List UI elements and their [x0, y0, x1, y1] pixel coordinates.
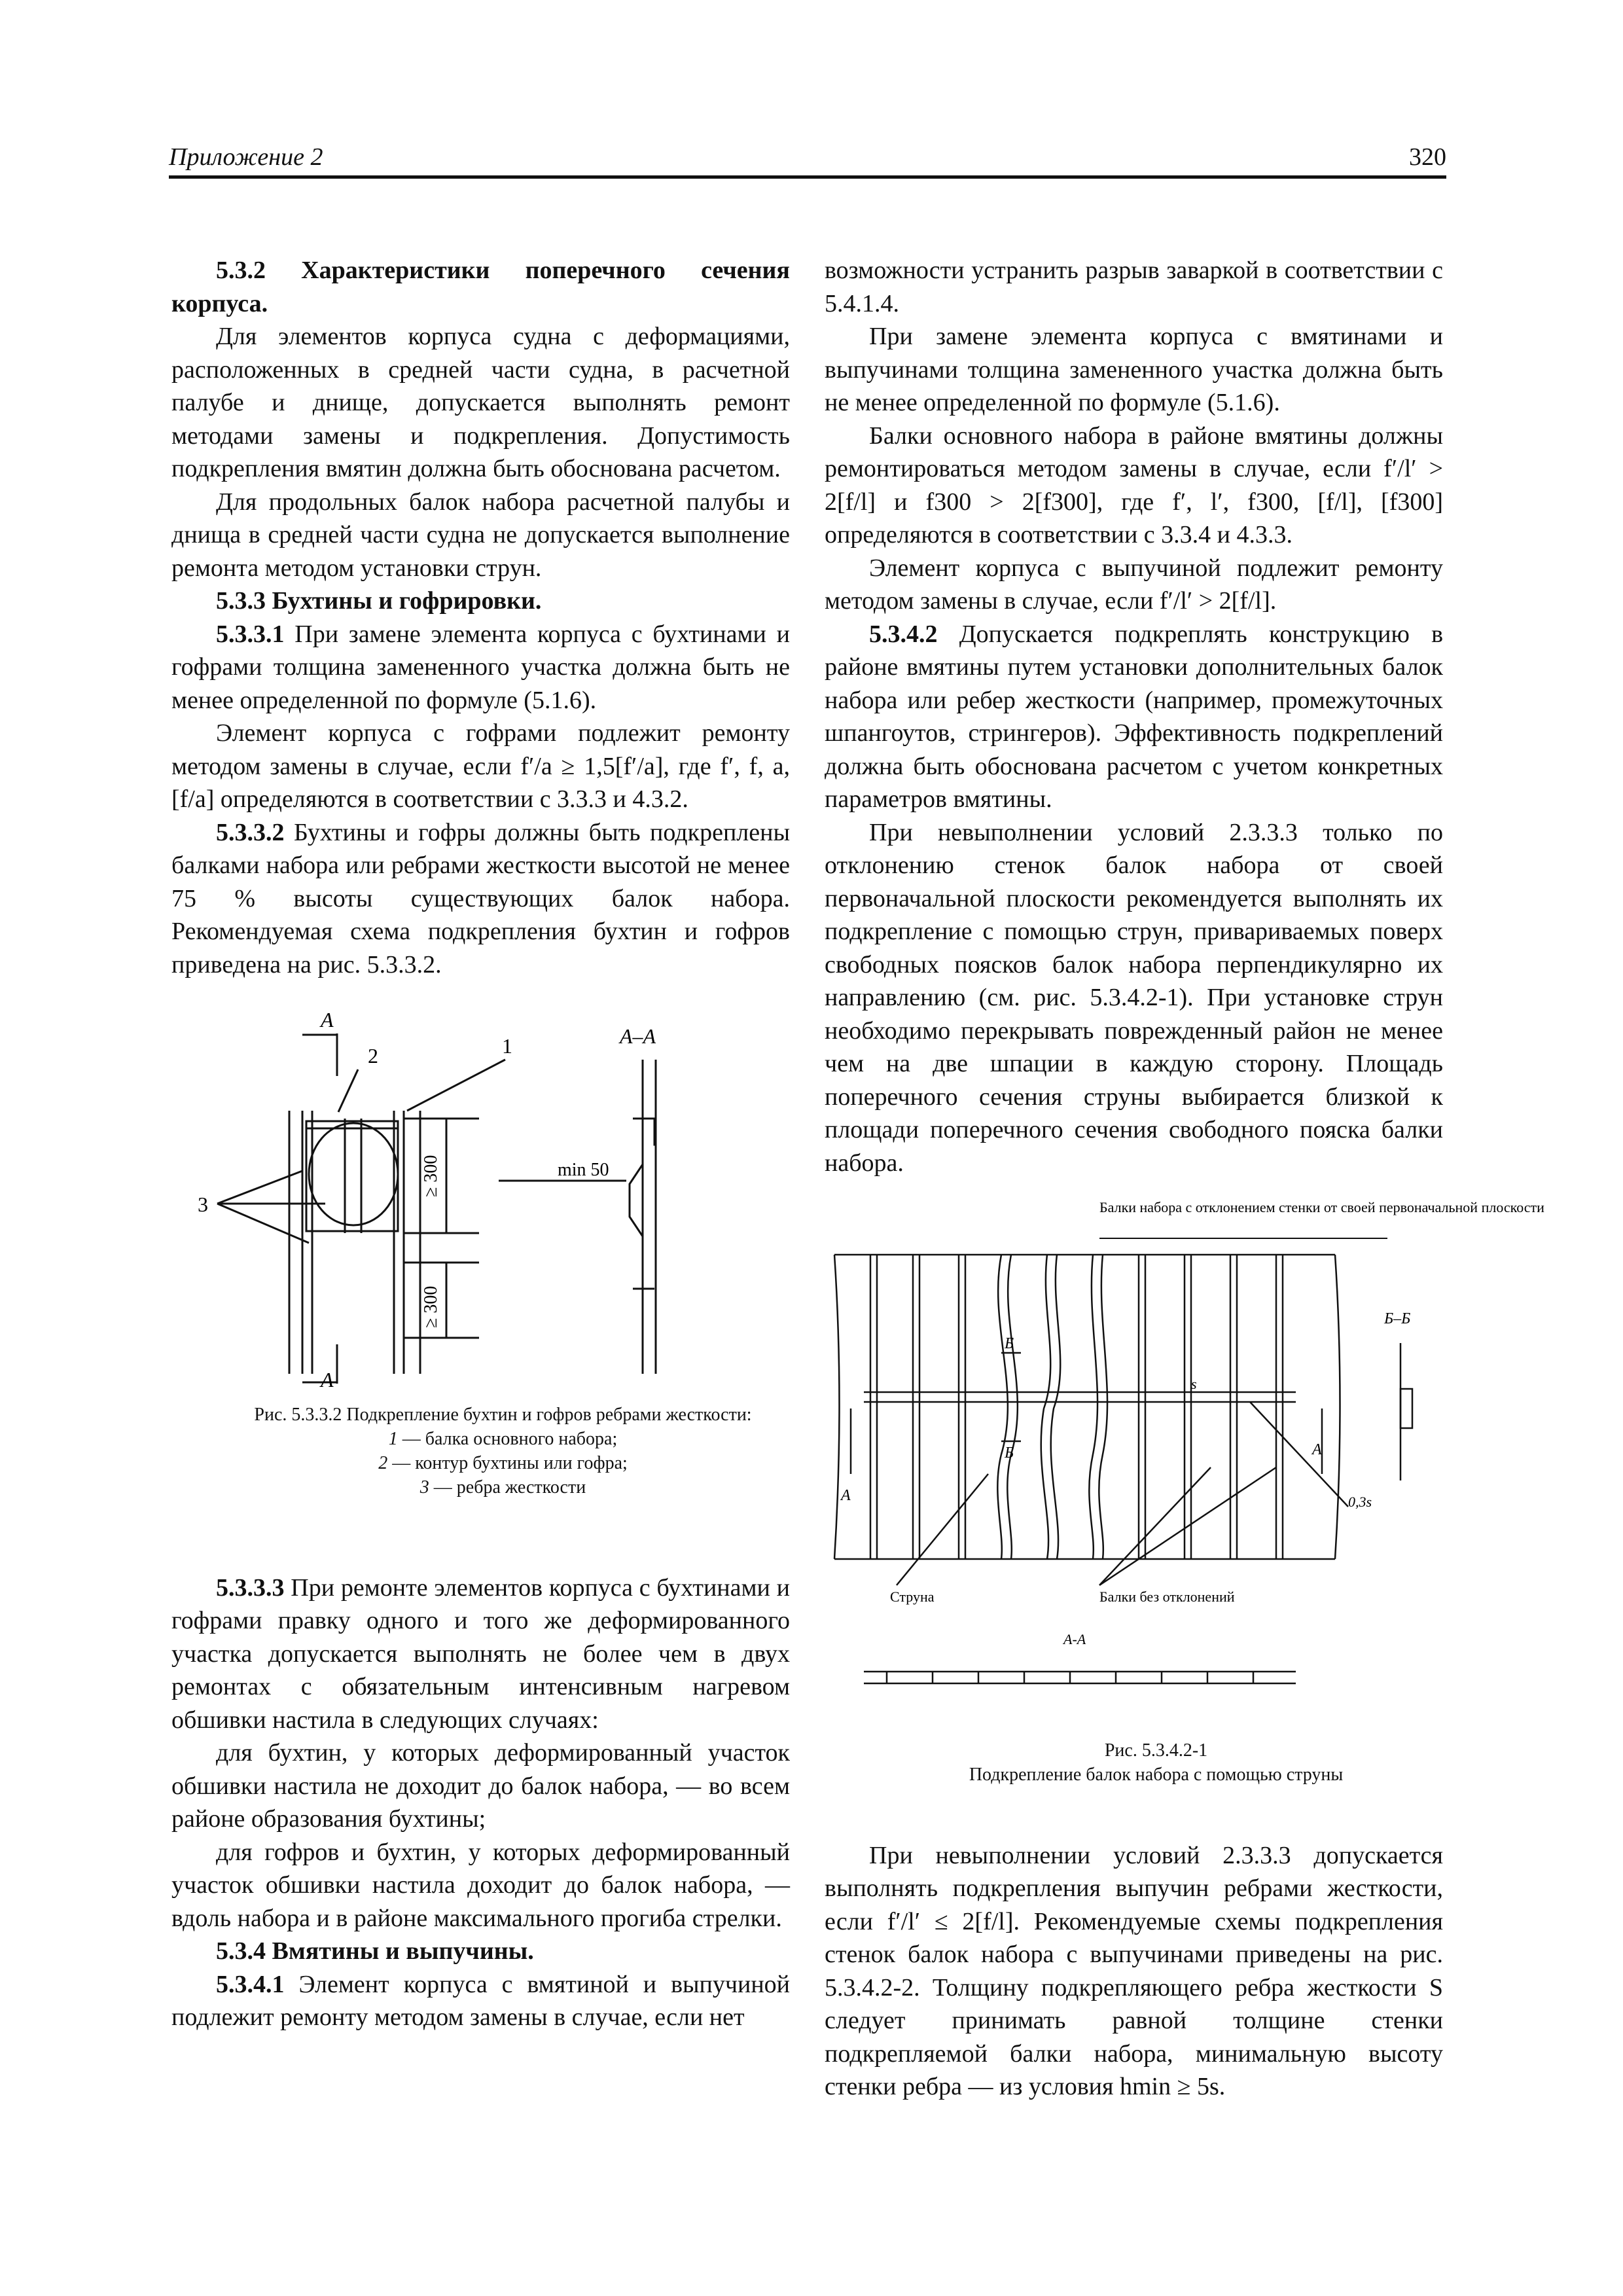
section-number: 5.3.2 — [216, 257, 266, 284]
clause-text: Бухтины и гофры должны быть подкреплены балками набора или ребрами жесткости высотой не менее 75 % высоты существующих балок набора. Рекомендуемая схема подкрепления бухтин и гофров приведена на рис. 5.3.3.2. — [171, 818, 790, 978]
label-3: 3 — [198, 1193, 208, 1216]
label-b-upper: Б — [1005, 1335, 1014, 1352]
paragraph: возможности устранить разрыв заваркой в соответствии с 5.4.1.4. — [825, 257, 1443, 317]
clause-number: 5.3.3.1 — [216, 620, 285, 648]
clause-number: 5.3.4.2 — [869, 620, 938, 648]
string-reinforcement-diagram — [825, 1193, 1544, 1716]
clause-number: 5.3.3.2 — [216, 818, 285, 846]
legend-3 — [171, 1475, 790, 1499]
label-b-lower: Б — [1005, 1444, 1014, 1462]
legend-text: — ребра жесткости — [429, 1477, 586, 1498]
label-string: Струна — [890, 1588, 935, 1605]
label-section-aa: A–A — [620, 1024, 656, 1048]
section-heading-5-3-2 — [171, 254, 790, 320]
left-column — [171, 254, 790, 2034]
paragraph: При невыполнении условий 2.3.3.3 только по отклонению стенок балок набора от своей первоначальной плоскости рекомендуется выполнять их подкрепление с помощью струн, привариваемых поверх свободных поясков балок набора перпендикулярно их направлению (см. рис. 5.3.4.2-1). При установке струн необходимо перекрывать поврежденный район не менее чем на две шпации в каждую сторону. Площадь поперечного сечения струны выбирается близкой к площади поперечного сечения свободного пояска балки набора. — [825, 818, 1443, 1177]
header-title: Приложение 2 — [169, 143, 323, 171]
label-a-bottom: A — [321, 1368, 334, 1391]
label-a-right: А — [1312, 1441, 1322, 1458]
paragraph: При невыполнении условий 2.3.3.3 допускается выполнять подкрепления выпучин ребрами жесткости, если f′/l′ ≤ 2[f/l]. Рекомендуемые схемы подкрепления стенок балок набора с выпучинами приведены на рис. 5.3.4.2-2. Толщину подкрепляющего ребра жесткости S следует принимать равной толщине стенки подкрепляемой балки набора, минимальную высоту стенки ребра — из условия hmin ≥ 5s. — [825, 1841, 1443, 2100]
header-rule — [169, 175, 1446, 179]
note-text: Балки набора с отклонением стенки от своей первоначальной плоскости — [1099, 1199, 1544, 1215]
figure-5-3-4-2-1 — [825, 1193, 1544, 1787]
right-column — [825, 254, 1544, 2104]
legend-1 — [171, 1427, 790, 1451]
label-s: s — [1191, 1376, 1197, 1392]
label-1: 1 — [502, 1034, 512, 1058]
label-0-3s: 0,3s — [1348, 1494, 1372, 1510]
paragraph-5-3-3-1 — [171, 618, 790, 717]
label-a-top: A — [321, 1008, 334, 1031]
paragraph-5-3-3-2 — [171, 816, 790, 982]
paragraph: для бухтин, у которых деформированный участок обшивки настила не доходит до балок набора, — во всем районе образования бухтины; — [171, 1739, 790, 1833]
page-number: 320 — [1409, 143, 1446, 171]
paragraph: Элемент корпуса с выпучиной подлежит ремонту методом замены в случае, если f′/l′ > 2[f/l]. — [825, 554, 1443, 615]
figure-caption: Рис. 5.3.3.2 Подкрепление бухтин и гофров ребрами жесткости: — [254, 1404, 752, 1425]
stiffener-diagram — [171, 1007, 790, 1393]
clause-text: При ремонте элементов корпуса с бухтинами и гофрами правку одного и того же деформированного участка допускается выполнять не более чем в двух ремонтах с обязательным интенсивным нагревом обшивки настила в следующих случаях: — [171, 1573, 791, 1734]
figure-number: Рис. 5.3.4.2-1 — [1104, 1740, 1208, 1761]
label-bb: Б–Б — [1384, 1310, 1411, 1327]
legend-text: — балка основного набора; — [397, 1428, 618, 1449]
section-heading-5-3-3: 5.3.3 Бухтины и гофрировки. — [216, 587, 542, 615]
clause-number: 5.3.3.3 — [216, 1573, 285, 1602]
label-aa: А-А — [1063, 1631, 1086, 1647]
paragraph: Для продольных балок набора расчетной палубы и днища в средней части судна не допускается выполнение ремонта методом установки струн. — [171, 488, 790, 582]
dim-300-lower: ≥ 300 — [421, 1285, 441, 1328]
legend-2 — [171, 1451, 790, 1475]
section-title: Характеристики поперечного сечения корпуса. — [171, 257, 790, 317]
note-deviated-beams — [1099, 1199, 1544, 1215]
figure-caption: Подкрепление балок набора с помощью струны — [969, 1764, 1344, 1785]
clause-number: 5.3.4.1 — [216, 1970, 285, 1998]
paragraph: При замене элемента корпуса с вмятинами и выпучинами толщина замененного участка должна быть не менее определенной по формуле (5.1.6). — [825, 323, 1443, 416]
paragraph-5-3-4-2 — [825, 618, 1443, 816]
legend-number: 1 — [388, 1428, 398, 1449]
section-heading-5-3-4: 5.3.4 Вмятины и выпучины. — [216, 1937, 534, 1965]
paragraph: для гофров и бухтин, у которых деформированный участок обшивки настила доходит до балок набора, — вдоль набора и в районе максимального прогиба стрелки. — [171, 1838, 790, 1932]
dim-300-upper: ≥ 300 — [421, 1155, 441, 1197]
clause-text: При замене элемента корпуса с бухтинами и гофрами толщина замененного участка должна быть не менее определенной по формуле (5.1.6). — [171, 620, 790, 714]
dim-min-50: min 50 — [558, 1160, 609, 1180]
paragraph: Для элементов корпуса судна с деформациями, расположенных в средней части судна, в расчетной палубе и днище, допускается выполнять ремонт методами замены и подкрепления. Допустимость подкрепления вмятин должна быть обоснована расчетом. — [171, 323, 790, 482]
figure-5-3-3-2 — [171, 1007, 790, 1499]
clause-text: Элемент корпуса с вмятиной и выпучиной подлежит ремонту методом замены в случае, если нет — [171, 1970, 790, 2031]
paragraph: Балки основного набора в районе вмятины должны ремонтироваться методом замены в случае, если f′/l′ > 2[f/l] и f300 > 2[f300], где f′, l′, f300, [f/l], [f300] определяются в соответствии с 3.3.4 и 4.3.3. — [825, 422, 1443, 548]
running-header — [169, 143, 1446, 175]
paragraph: Элемент корпуса с гофрами подлежит ремонту методом замены в случае, если f′/a ≥ 1,5[f′/a], где f′, f, a, [f/a] определяются в соответствии с 3.3.3 и 4.3.2. — [171, 719, 790, 813]
clause-text: Допускается подкреплять конструкцию в районе вмятины путем установки дополнительных балок набора или ребер жесткости (например, промежуточных шпангоутов, стрингеров). Эффективность подкреплений должна быть обоснована расчетом с учетом конкретных параметров вмятины. — [825, 620, 1444, 813]
legend-text: — контур бухтины или гофра; — [387, 1452, 628, 1473]
label-no-deviation: Балки без отклонений — [1099, 1588, 1235, 1605]
paragraph-5-3-3-3 — [171, 1571, 790, 1737]
label-2: 2 — [368, 1044, 378, 1067]
label-a-left: А — [841, 1487, 851, 1504]
paragraph-5-3-4-1 — [171, 1968, 790, 2034]
legend-number: 3 — [419, 1477, 429, 1498]
legend-number: 2 — [378, 1452, 388, 1473]
